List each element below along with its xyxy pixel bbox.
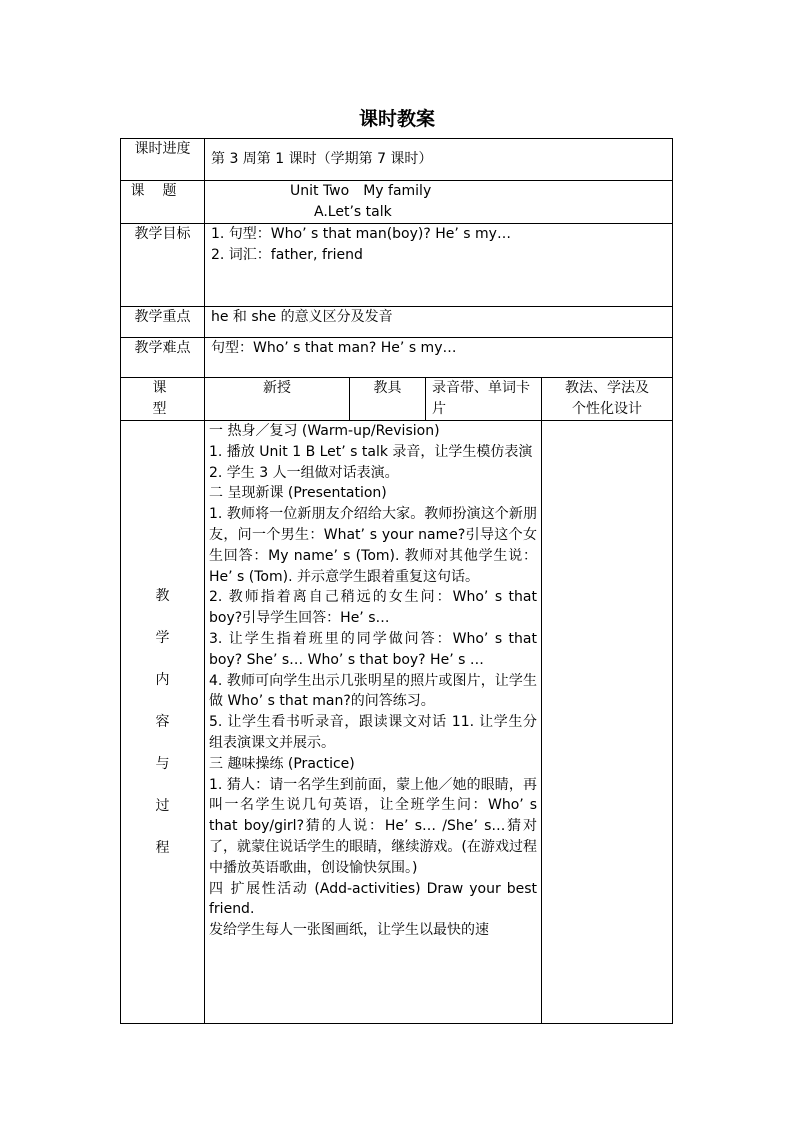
method-label: 教法、学法及个性化设计 — [542, 378, 673, 421]
process-label-char: 程 — [155, 840, 170, 856]
process-line: 2. 教师指着离自己稍远的女生问：Who’ s that boy?引导学生回答：He’ s… — [209, 589, 537, 627]
type-value: 新授 — [205, 378, 350, 421]
process-label-char: 与 — [155, 756, 170, 772]
lesson-plan-table — [120, 138, 673, 1024]
topic-unit: Unit Two My family — [290, 183, 432, 199]
progress-label: 课时进度 — [121, 139, 205, 181]
process-line: 1. 猜人：请一名学生到前面，蒙上他／她的眼睛，再叫一名学生说几句英语，让全班学生问：Who’ s that boy/girl?猜的人说：He’ s… /She’ s…猜对了，就蒙住说话学生的眼睛，继续游戏。(在游戏过程中播放英语歌曲，创设愉快氛围。) — [209, 776, 537, 876]
process-label-char: 内 — [155, 672, 170, 688]
process-line: 2. 学生 3 人一组做对话表演。 — [209, 464, 399, 481]
objectives-row — [121, 224, 673, 307]
objective-item: 2. 词汇：father, friend — [211, 247, 363, 263]
page-title: 课时教案 — [358, 108, 435, 130]
progress-value: 第 3 周第 1 课时（学期第 7 课时） — [205, 139, 673, 181]
topic-value — [205, 181, 673, 224]
objectives-label: 教学目标 — [121, 224, 205, 307]
process-line: 发给学生每人一张图画纸，让学生以最快的速 — [209, 922, 489, 939]
process-line: 5. 让学生看书听录音，跟读课文对话 11. 让学生分组表演课文并展示。 — [209, 714, 537, 751]
method-column — [542, 421, 673, 1024]
process-row — [121, 421, 673, 1024]
type-row — [121, 378, 673, 421]
progress-row — [121, 139, 673, 181]
tools-label: 教具 — [350, 378, 426, 421]
process-content — [205, 421, 542, 1024]
process-line: 1. 播放 Unit 1 B Let’ s talk 录音，让学生模仿表演 — [209, 443, 533, 460]
key-label: 教学重点 — [121, 307, 205, 338]
process-line: 一 热身／复习 (Warm-up/Revision) — [209, 423, 440, 439]
process-label — [121, 421, 205, 1024]
key-value: he 和 she 的意义区分及发音 — [205, 307, 673, 338]
process-line: 4. 教师可向学生出示几张明星的照片或图片，让学生做 Who’ s that man?的问答练习。 — [209, 672, 537, 710]
difficulty-row — [121, 338, 673, 378]
key-row — [121, 307, 673, 338]
process-label-char: 学 — [155, 630, 170, 646]
process-label-char: 教 — [155, 588, 170, 604]
process-line: 1. 教师将一位新朋友介绍给大家。教师扮演这个新朋友，问一个男生：What’ s your name?引导这个女生回答：My name’ s (Tom). 教师对其他学生说：He’ s (Tom). 并示意学生跟着重复这句话。 — [209, 506, 537, 585]
process-line: 3. 让学生指着班里的同学做问答：Who’ s that boy? She’ s… Who’ s that boy? He’ s … — [209, 630, 537, 668]
difficulty-label: 教学难点 — [121, 338, 205, 378]
topic-label: 课题 — [121, 181, 205, 224]
objective-item: 1. 句型：Who’ s that man(boy)? He’ s my… — [211, 226, 511, 242]
process-label-char: 容 — [155, 714, 170, 730]
topic-row — [121, 181, 673, 224]
process-label-char: 过 — [155, 798, 170, 814]
difficulty-value: 句型：Who’ s that man? He’ s my… — [205, 338, 673, 378]
process-line: 二 呈现新课 (Presentation) — [209, 485, 387, 502]
topic-part: A.Let’s talk — [314, 204, 392, 220]
process-line: 三 趣味操练 (Practice) — [209, 755, 355, 772]
tools-value: 录音带、单词卡片 — [426, 378, 542, 421]
objectives-value — [205, 224, 673, 307]
type-label: 课型 — [121, 378, 205, 421]
process-line: 四 扩展性活动 (Add-activities) Draw your best friend. — [209, 880, 537, 918]
